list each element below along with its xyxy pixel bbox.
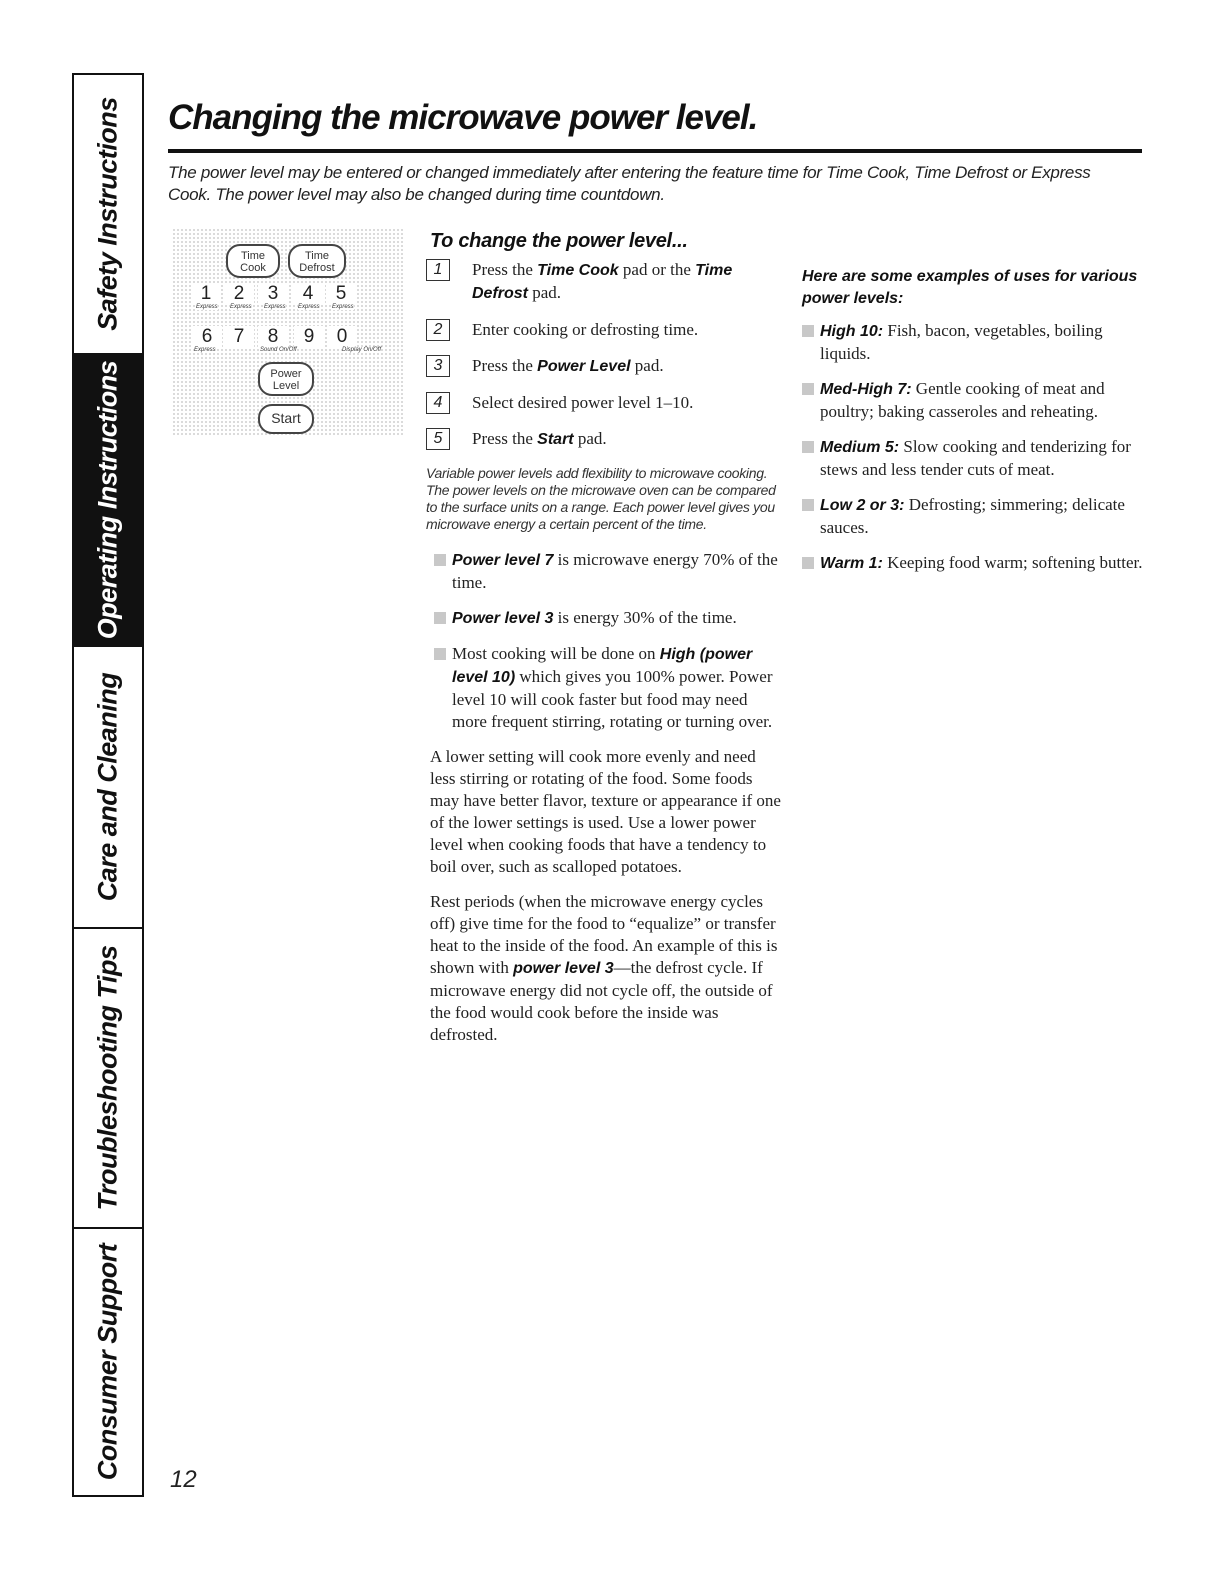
tab-consumer-support[interactable] (74, 1229, 142, 1495)
tab-label: Operating Instructions (92, 360, 123, 640)
tab-label: Troubleshooting Tips (92, 945, 123, 1211)
instructions-heading: To change the power level... (430, 230, 688, 252)
power-level-3-term: power level 3 (513, 960, 614, 977)
digit-1-key: 1 (191, 283, 221, 305)
tab-operating-instructions[interactable] (74, 355, 142, 647)
example-label: Low 2 or 3: (820, 497, 905, 514)
time-defrost-term: Time Defrost (472, 262, 733, 302)
start-key (258, 404, 314, 434)
digit-4-key: 4 (293, 283, 323, 305)
key-text: Cook (240, 262, 266, 274)
key-text: Level (272, 380, 300, 392)
step-text: Enter cooking or defrosting time. (472, 320, 699, 339)
example-label: Medium 5: (820, 439, 900, 456)
digit-0-key: 0 (327, 326, 357, 348)
step-2 (430, 319, 782, 341)
bullet-square-icon (802, 499, 814, 511)
example-label: Med-High 7: (820, 381, 912, 398)
step-text: Press the (472, 260, 538, 279)
bullet-square-icon (802, 383, 814, 395)
page-number: 12 (170, 1466, 197, 1493)
step-text: Press the (472, 356, 538, 375)
example-med-high-7 (802, 378, 1152, 423)
display-label: Display On/Off (342, 347, 382, 353)
step-text: Press the (472, 429, 538, 448)
step-1 (430, 259, 782, 305)
tab-label: Consumer Support (92, 1243, 123, 1481)
step-text: pad. (573, 429, 607, 448)
key-text: Start (271, 410, 301, 426)
digit-2-key: 2 (224, 283, 254, 305)
time-cook-term: Time Cook (537, 262, 619, 279)
step-number: 3 (426, 355, 450, 377)
digit-7-key: 7 (224, 326, 254, 348)
express-label: Express (332, 304, 354, 310)
digit-9-key: 9 (294, 326, 324, 348)
bullet-square-icon (802, 325, 814, 337)
express-label: Express (194, 347, 216, 353)
examples-heading: Here are some examples of uses for various power levels: (802, 268, 1138, 307)
tab-label: Care and Cleaning (92, 672, 123, 902)
time-cook-key (226, 244, 280, 278)
power-level-term: Power Level (537, 358, 631, 375)
express-label: Express (264, 304, 286, 310)
step-text: Select desired power level 1–10. (472, 393, 694, 412)
key-text: Power (270, 368, 302, 380)
section-tabs (72, 73, 144, 1497)
rest-periods-paragraph (430, 891, 782, 1046)
lower-setting-paragraph: A lower setting will cook more evenly and need less stirring or rotating of the food. Some foods may have better flavor, texture or appearance if one of the lower settings is used. Use a lower power level when cooking foods that have a tendency to boil over, such as scalloped potatoes. (430, 747, 781, 876)
title-rule (168, 149, 1142, 153)
time-defrost-key (288, 244, 346, 278)
bullet-square-icon (802, 441, 814, 453)
digit-3-key: 3 (258, 283, 288, 305)
tab-label: Safety Instructions (92, 97, 123, 331)
example-label: Warm 1: (820, 555, 883, 572)
digit-8-key: 8 (258, 326, 288, 348)
bullet-square-icon (802, 557, 814, 569)
step-text: pad or the (618, 260, 696, 279)
bullet-square-icon (434, 648, 446, 660)
key-text: Time (240, 250, 266, 262)
example-text: Keeping food warm; softening butter. (882, 553, 1143, 572)
express-label: Express (298, 304, 320, 310)
step-number: 4 (426, 392, 450, 414)
examples-column (802, 266, 1152, 588)
bullet-text: is microwave energy 70% of the time. (452, 550, 778, 592)
step-text: pad. (528, 283, 562, 302)
instructions-column (426, 230, 782, 1059)
paragraph-text: —the defrost cycle. If microwave energy did not cycle off, the outside of the food would cook before the inside was defrosted. (430, 958, 773, 1044)
step-number: 2 (426, 319, 450, 341)
step-5 (430, 428, 782, 451)
page-title: Changing the microwave power level. (168, 98, 758, 137)
bullet-power-level-3 (430, 607, 782, 630)
bullet-text: Most cooking will be done on (452, 644, 660, 663)
step-3 (430, 355, 782, 378)
bullet-square-icon (434, 612, 446, 624)
example-warm-1 (802, 552, 1152, 575)
tab-safety-instructions[interactable] (74, 75, 142, 355)
example-text: Defrosting; simmering; delicate sauces. (820, 495, 1125, 537)
example-low-2-or-3 (802, 494, 1152, 539)
example-medium-5 (802, 436, 1152, 481)
variable-power-note: Variable power levels add flexibility to microwave cooking. The power levels on the microwave oven can be compared to the surface units on a range. Each power level gives you microwave energy a certain percent of the time. (426, 465, 776, 532)
bullet-square-icon (434, 554, 446, 566)
power-level-key (258, 362, 314, 396)
express-label: Express (196, 304, 218, 310)
bullet-power-level-7 (430, 549, 782, 594)
step-number: 5 (426, 428, 450, 450)
paragraph-text: Rest periods (when the microwave energy cycles off) give time for the food to “equalize” or transfer heat to the inside of the food. An example of this is shown with (430, 892, 778, 977)
key-text: Defrost (299, 262, 335, 274)
digit-6-key: 6 (192, 326, 222, 348)
tab-care-and-cleaning[interactable] (74, 647, 142, 929)
start-term: Start (537, 431, 574, 448)
example-text: Fish, bacon, vegetables, boiling liquids. (820, 321, 1103, 363)
step-text: pad. (630, 356, 664, 375)
bullet-term: Power level 7 (452, 552, 554, 569)
digit-5-key: 5 (326, 283, 356, 305)
tab-troubleshooting-tips[interactable] (74, 929, 142, 1229)
key-text: Time (304, 250, 330, 262)
step-number: 1 (426, 259, 450, 281)
express-label: Express (230, 304, 252, 310)
step-4 (430, 392, 782, 414)
bullet-high-power (430, 643, 782, 733)
bullet-term: Power level 3 (452, 610, 554, 627)
bullet-text: which gives you 100% power. Power level 10 will cook faster but food may need more frequent stirring, rotating or turning over. (452, 667, 773, 731)
example-text: Slow cooking and tenderizing for stews and less tender cuts of meat. (820, 437, 1131, 479)
intro-text: The power level may be entered or changed immediately after entering the feature time for Time Cook, Time Defrost or Express Cook. The power level may also be changed during time countdown. (168, 163, 1091, 204)
example-text: Gentle cooking of meat and poultry; baking casseroles and reheating. (820, 379, 1105, 421)
bullet-text: is energy 30% of the time. (553, 608, 737, 627)
bullet-term: High (power level 10) (452, 646, 753, 686)
keypad-illustration (172, 228, 404, 436)
example-label: High 10: (820, 323, 884, 340)
example-high-10 (802, 320, 1152, 365)
sound-label: Sound On/Off (260, 347, 297, 353)
